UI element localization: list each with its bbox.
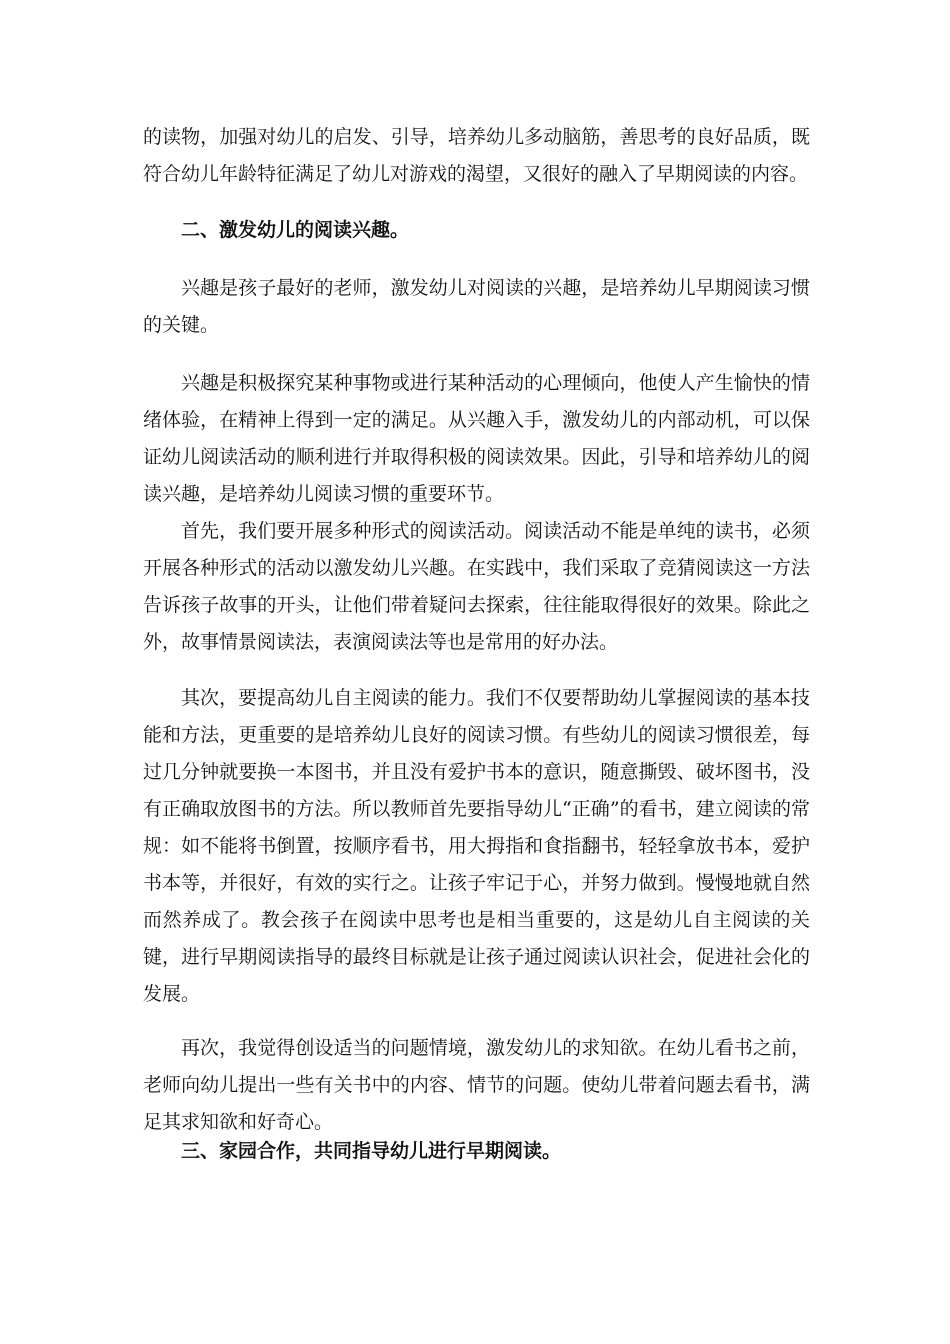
section-heading-3: 三、家园合作，共同指导幼儿进行早期阅读。 xyxy=(181,1140,562,1162)
paragraph-interest-intro: 兴趣是孩子最好的老师，激发幼儿对阅读的兴趣，是培养幼儿早期阅读习惯的关键。 xyxy=(143,277,810,336)
paragraph-third-method: 再次，我觉得创设适当的问题情境，激发幼儿的求知欲。在幼儿看书之前，老师向幼儿提出一些有关书中的内容、情节的问题。使幼儿带着问题去看书，满足其求知欲和好奇心。 xyxy=(143,1037,810,1133)
paragraph-continuation: 的读物，加强对幼儿的启发、引导，培养幼儿多动脑筋，善思考的良好品质，既符合幼儿年龄特征满足了幼儿对游戏的渴望，又很好的融入了早期阅读的内容。 xyxy=(143,126,810,185)
paragraph-first-method: 首先，我们要开展多种形式的阅读活动。阅读活动不能是单纯的读书，必须开展各种形式的活动以激发幼儿兴趣。在实践中，我们采取了竞猜阅读这一方法告诉孩子故事的开头，让他们带着疑问去探索，往往能取得很好的效果。除此之外，故事情景阅读法，表演阅读法等也是常用的好办法。 xyxy=(143,520,810,653)
paragraph-second-method: 其次，要提高幼儿自主阅读的能力。我们不仅要帮助幼儿掌握阅读的基本技能和方法，更重要的是培养幼儿良好的阅读习惯。有些幼儿的阅读习惯很差，每过几分钟就要换一本图书，并且没有爱护书本的意识，随意撕毁、破坏图书，没有正确取放图书的方法。所以教师首先要指导幼儿“正确”的看书，建立阅读的常规：如不能将书倒置，按顺序看书，用大拇指和食指翻书，轻轻拿放书本，爱护书本等，并很好，有效的实行之。让孩子牢记于心，并努力做到。慢慢地就自然而然养成了。教会孩子在阅读中思考也是相当重要的，这是幼儿自主阅读的关键，进行早期阅读指导的最终目标就是让孩子通过阅读认识社会，促进社会化的发展。 xyxy=(143,687,810,1005)
paragraph-interest-definition: 兴趣是积极探究某种事物或进行某种活动的心理倾向，他使人产生愉快的情绪体验，在精神上得到一定的满足。从兴趣入手，激发幼儿的内部动机，可以保证幼儿阅读活动的顺利进行并取得积极的阅读效果。因此，引导和培养幼儿的阅读兴趣，是培养幼儿阅读习惯的重要环节。 xyxy=(143,372,810,505)
section-heading-2: 二、激发幼儿的阅读兴趣。 xyxy=(181,219,410,241)
